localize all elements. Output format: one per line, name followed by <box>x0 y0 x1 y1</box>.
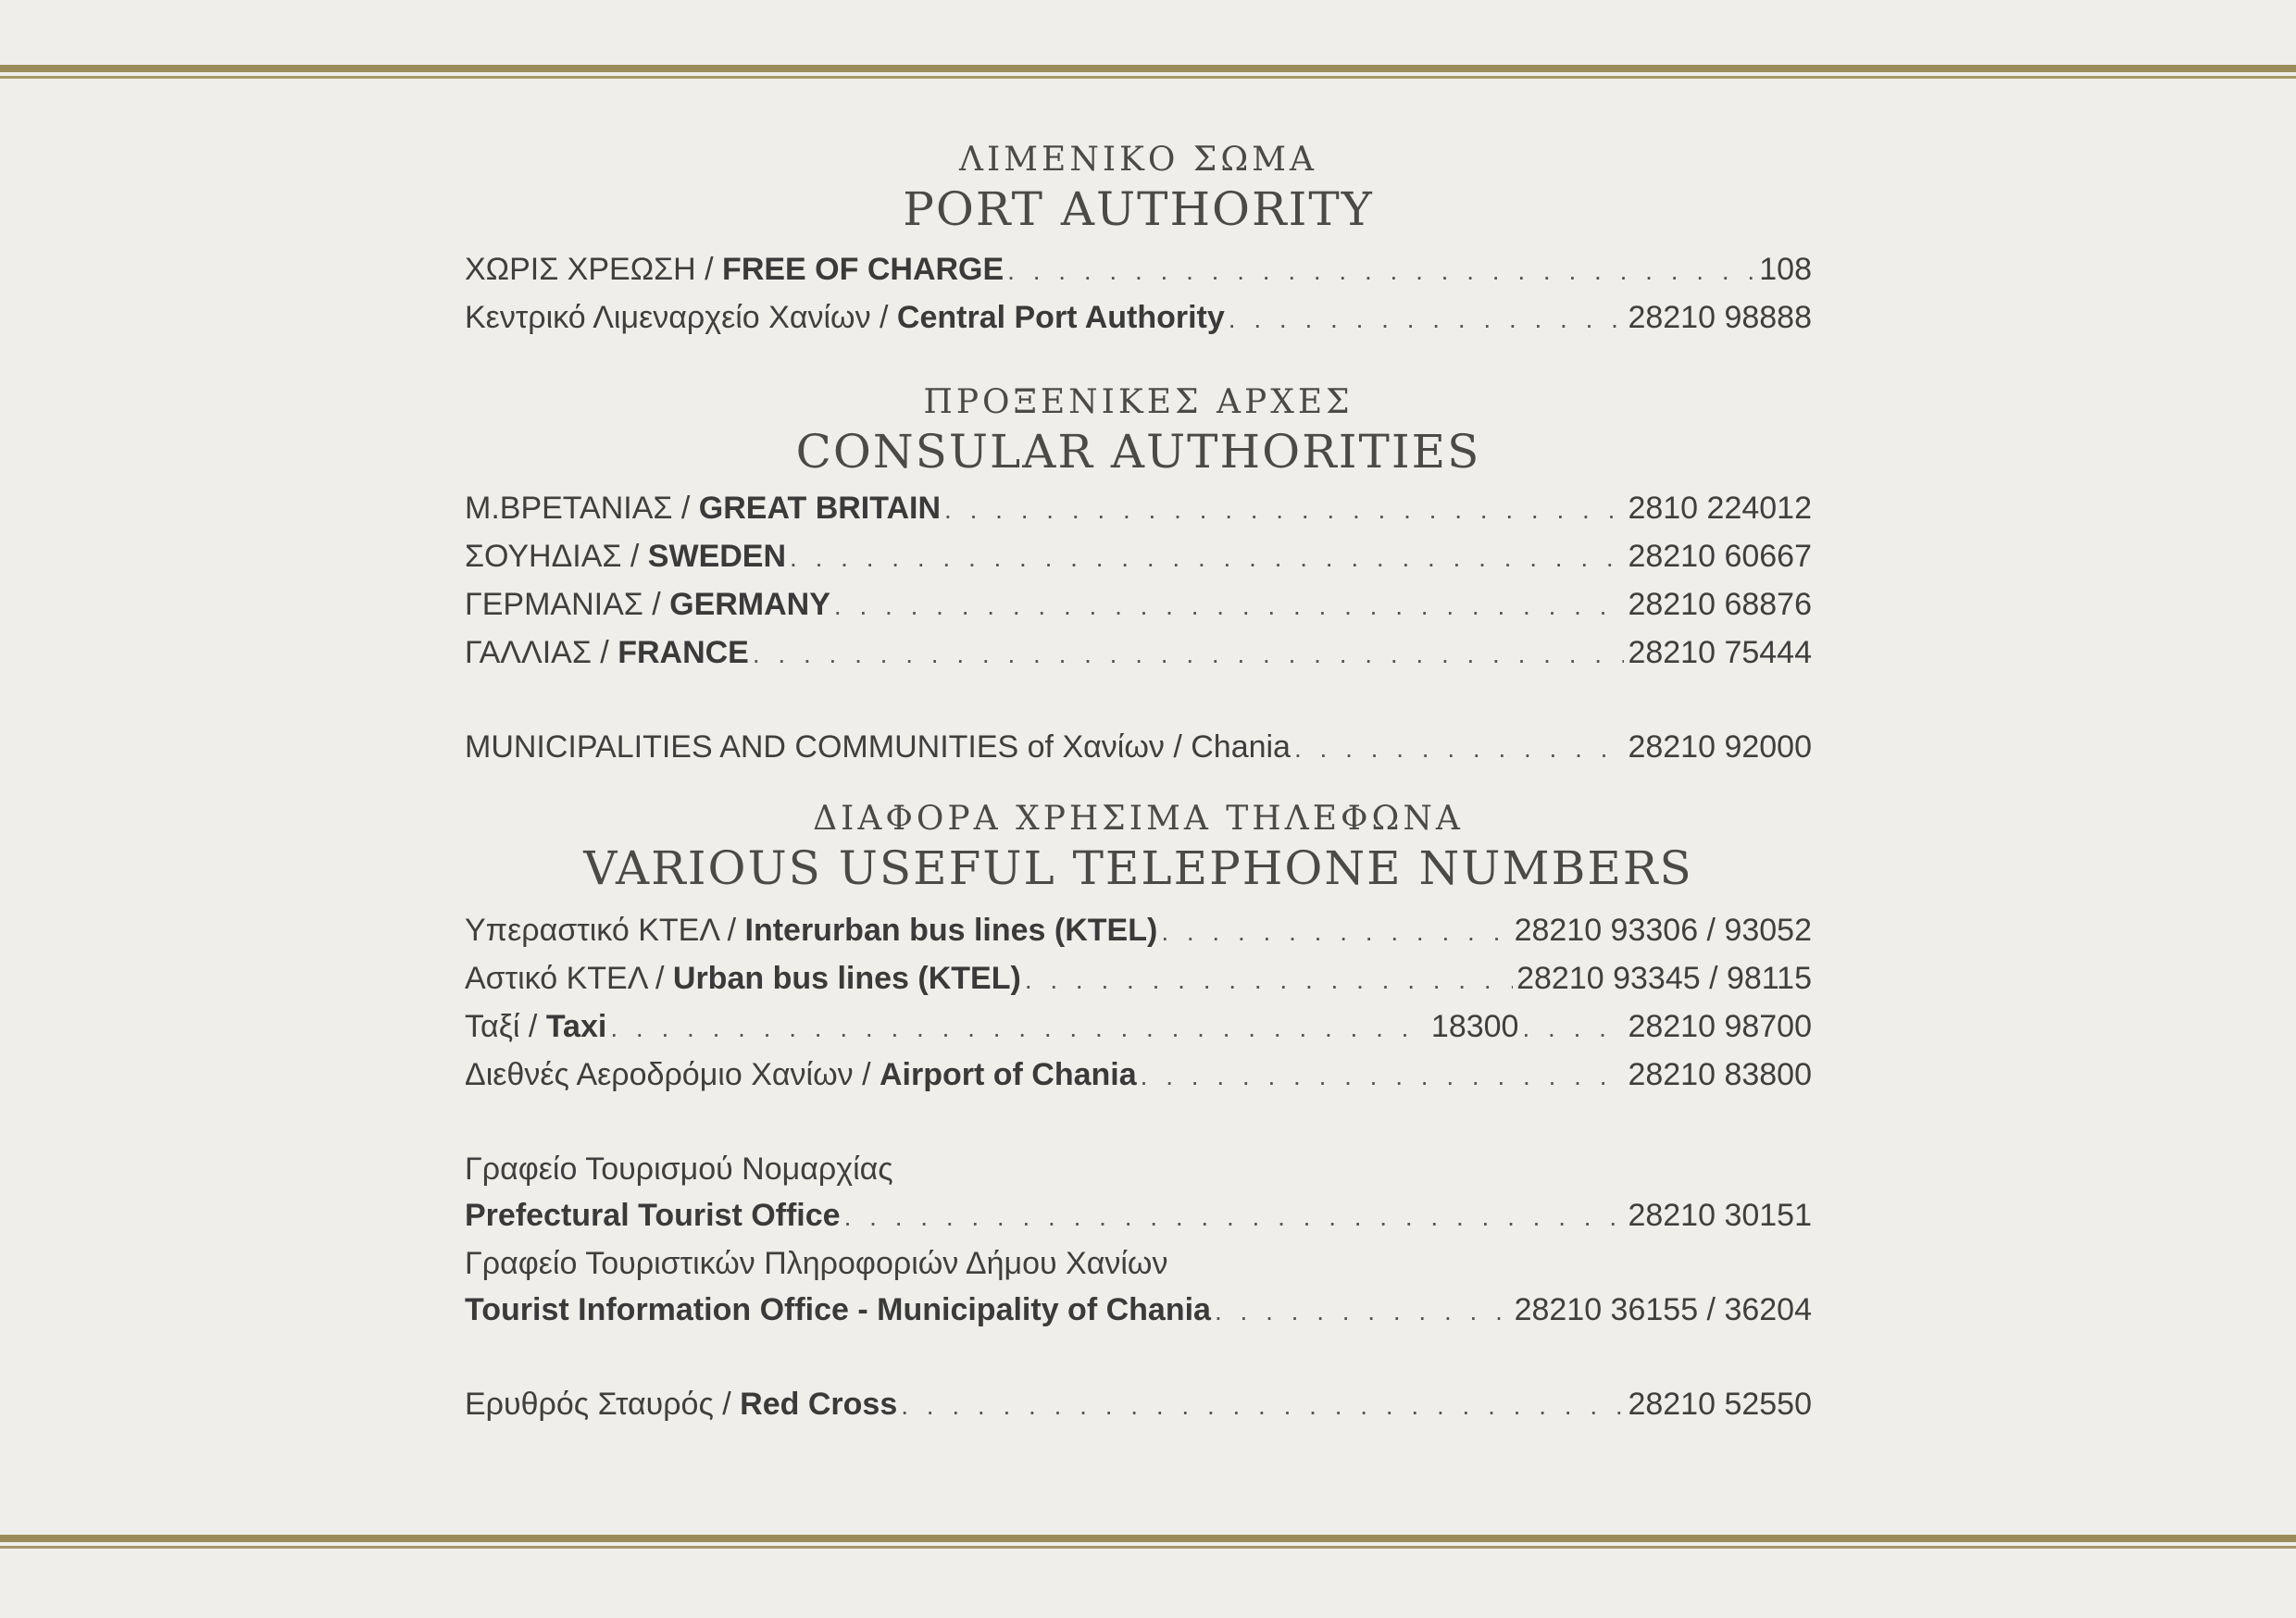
directory-content <box>465 139 1812 1429</box>
useful-title-gr: ΔΙΑΦΟΡΑ ΧΡΗΣΙΜΑ ΤΗΛΕΦΩΝΑ <box>813 800 1464 838</box>
row-label-gr: Διεθνές Αεροδρόμιο Χανίων / <box>465 1057 880 1092</box>
phone-number-primary: 18300 <box>1430 1009 1519 1044</box>
dot-leader <box>1215 1288 1511 1335</box>
row-label-en: Prefectural Tourist Office <box>465 1198 841 1233</box>
port-title-gr: ΛΙΜΕΝΙΚΟ ΣΩΜΑ <box>958 141 1318 179</box>
phone-number: 28210 75444 <box>1628 635 1812 670</box>
consular-heading <box>465 381 1812 479</box>
dot-leader <box>610 1005 1428 1052</box>
port-title-en: PORT AUTHORITY <box>903 182 1374 236</box>
prefectural-label-gr: Γραφείο Τουρισμού Νομαρχίας <box>465 1151 893 1187</box>
row-label-en: Red Cross <box>740 1387 898 1422</box>
consular-row-germany <box>465 581 1812 629</box>
row-label-gr: ΧΩΡΙΣ ΧΡΕΩΣΗ / <box>465 252 723 287</box>
phone-number: 28210 52550 <box>1628 1387 1812 1422</box>
consular-list <box>465 485 1812 678</box>
useful-title-en: VARIOUS USEFUL TELEPHONE NUMBERS <box>583 841 1693 895</box>
row-label-gr: ΓΑΛΛΙΑΣ / <box>465 635 618 670</box>
row-label: MUNICIPALITIES AND COMMUNITIES of Χανίων / Chania <box>465 729 1291 765</box>
row-label-en: SWEDEN <box>647 539 787 574</box>
row-label-en: GREAT BRITAIN <box>698 491 942 526</box>
useful-row-prefectural <box>465 1192 1812 1240</box>
row-label-gr: Ερυθρός Σταυρός / <box>465 1387 741 1422</box>
row-label-gr: Ταξί / <box>465 1009 546 1044</box>
row-label-en: Airport of Chania <box>879 1057 1137 1092</box>
phone-number: 28210 30151 <box>1628 1198 1812 1233</box>
row-label-en: FRANCE <box>618 635 749 670</box>
dot-leader <box>834 583 1625 629</box>
port-row-free <box>465 246 1812 294</box>
useful-row-taxi <box>465 1003 1812 1052</box>
phone-number: 28210 98888 <box>1628 300 1812 335</box>
useful-row-interurban <box>465 907 1812 955</box>
consular-row-sweden <box>465 533 1812 581</box>
row-label-en: Tourist Information Office - Municipality of Chania <box>465 1292 1211 1327</box>
useful-list <box>465 907 1812 1429</box>
consular-row-gb <box>465 485 1812 533</box>
dot-leader <box>901 1383 1624 1429</box>
useful-row-urban <box>465 955 1812 1003</box>
row-label-gr: Υπεραστικό ΚΤΕΛ / <box>465 913 745 948</box>
row-label-gr: Κεντρικό Λιμεναρχείο Χανίων / <box>465 300 897 335</box>
dot-leader <box>1161 909 1510 955</box>
top-border <box>0 65 2296 79</box>
row-label-gr: Αστικό ΚΤΕΛ / <box>465 961 673 996</box>
dot-leader <box>944 487 1624 533</box>
port-heading <box>465 139 1812 237</box>
phone-number: 28210 36155 / 36204 <box>1514 1292 1812 1327</box>
bottom-border <box>0 1535 2296 1549</box>
consular-title-gr: ΠΡΟΞΕΝΙΚΕΣ ΑΡΧΕΣ <box>923 383 1354 421</box>
dot-leader <box>1522 1005 1624 1052</box>
phone-number: 108 <box>1759 252 1812 287</box>
row-label-en: Urban bus lines (KTEL) <box>672 961 1021 996</box>
useful-row-red-cross <box>465 1381 1812 1429</box>
municipalities-row <box>465 724 1812 772</box>
row-label-en: Interurban bus lines (KTEL) <box>744 913 1158 948</box>
row-label-gr: ΓΕΡΜΑΝΙΑΣ / <box>465 587 670 622</box>
dot-leader <box>1294 726 1624 772</box>
dot-leader <box>1007 248 1755 294</box>
useful-row-municipal-office <box>465 1287 1812 1335</box>
useful-row-airport <box>465 1052 1812 1100</box>
dot-leader <box>1025 957 1513 1003</box>
row-label-en: Central Port Authority <box>896 300 1225 335</box>
phone-number: 28210 60667 <box>1628 539 1812 574</box>
phone-number: 28210 83800 <box>1628 1057 1812 1092</box>
port-list <box>465 246 1812 342</box>
phone-number-secondary: 28210 98700 <box>1628 1009 1812 1044</box>
dot-leader <box>1141 1053 1625 1100</box>
port-row-central <box>465 294 1812 342</box>
row-label-en: Taxi <box>545 1009 607 1044</box>
phone-number: 28210 93345 / 98115 <box>1516 961 1812 996</box>
phone-number: 28210 93306 / 93052 <box>1514 913 1812 948</box>
dot-leader <box>790 535 1624 581</box>
phone-number: 28210 68876 <box>1628 587 1812 622</box>
row-label-gr: Μ.ΒΡΕΤΑΝΙΑΣ / <box>465 491 699 526</box>
row-label-en: GERMANY <box>669 587 830 622</box>
useful-heading <box>465 798 1812 896</box>
row-label-gr: ΣΟΥΗΔΙΑΣ / <box>465 539 648 574</box>
phone-number: 2810 224012 <box>1628 491 1812 526</box>
dot-leader <box>753 631 1625 678</box>
dot-leader <box>844 1194 1625 1240</box>
consular-title-en: CONSULAR AUTHORITIES <box>795 425 1481 479</box>
consular-row-france <box>465 629 1812 678</box>
municipal-office-label-gr: Γραφείο Τουριστικών Πληροφοριών Δήμου Χανίων <box>465 1246 1168 1281</box>
row-label-en: FREE OF CHARGE <box>722 252 1004 287</box>
phone-number: 28210 92000 <box>1628 729 1812 765</box>
dot-leader <box>1229 296 1625 342</box>
